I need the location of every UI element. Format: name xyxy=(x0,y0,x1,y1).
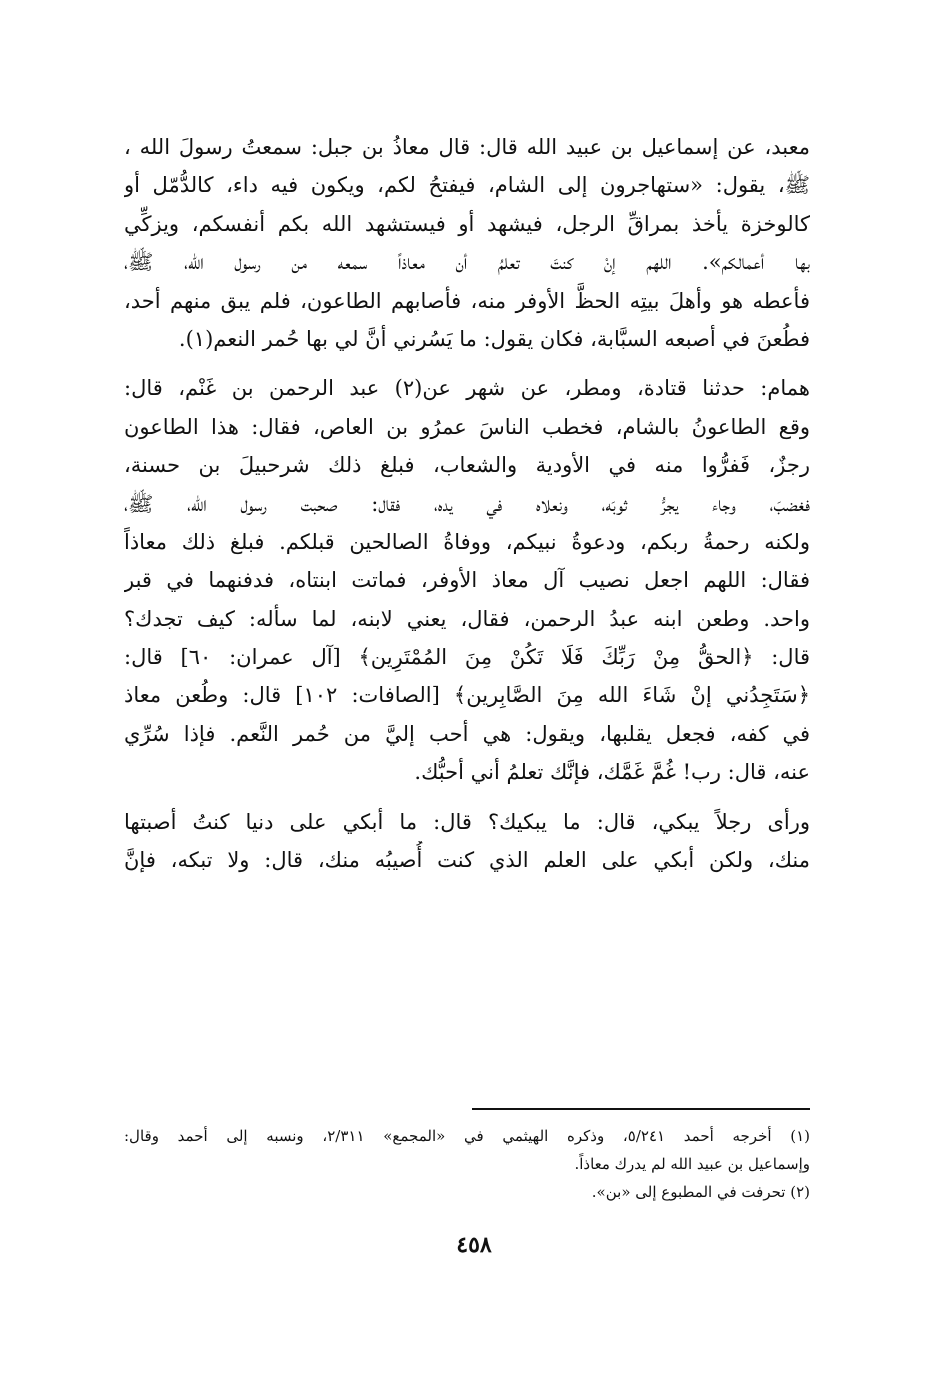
text-line: بها أعمالكم». اللهم إنْ كنتَ تعلمُ أن معاذاً سمعه من رسول الله، ﷺ، xyxy=(124,250,810,275)
text-line: منك، ولكن أبكي على العلم الذي كنت أُصيبُه منك، قال: ولا تبكه، فإنَّ xyxy=(124,848,810,873)
text-line: ولكنه رحمةُ ربكم، ودعوةُ نبيكم، ووفاةُ الصالحين قبلكم. فبلغ ذلك معاذاً xyxy=(124,529,810,554)
text-line: همام: حدثنا قتادة، ومطر، عن شهر عن(٢) عبد الرحمن بن غَنْم، قال: xyxy=(124,376,810,401)
page-number: ٤٥٨ xyxy=(456,1232,492,1258)
footnote-line: (١) أخرجه أحمد ٥/٢٤١، وذكره الهيثمي في «المجمع» ٢/٣١١، ونسبه إلى أحمد وقال: xyxy=(124,1127,810,1145)
paragraph-1 xyxy=(124,128,810,358)
text-line: في كفه، فجعل يقلبها، ويقول: هي أحب إليَّ من حُمر النَّعم. فإذا سُرِّي xyxy=(124,721,810,746)
text-line: رجزٌ، فَفرُّوا منه في الأودية والشعاب، فبلغ ذلك شرحبيلَ بن حسنة، xyxy=(124,453,810,478)
text-line: ﷺ، يقول: «ستهاجرون إلى الشام، فيفتحُ لكم، ويكون فيه داء، كالدُّمّل أو xyxy=(124,173,810,198)
text-line: ورأى رجلاً يبكي، قال: ما يبكيك؟ قال: ما أبكي على دنيا كنتُ أصبتها xyxy=(124,809,810,834)
text-line: معبد، عن إسماعيل بن عبيد الله قال: قال معاذُ بن جبل: سمعتُ رسولَ الله ، xyxy=(124,135,810,159)
text-line: فطُعنَ في أصبعه السبَّابة، فكان يقول: ما يَسُرني أنَّ لي بها حُمر النعم(١). xyxy=(178,326,810,351)
text-line: قال: ﴿الحقُّ مِنْ رَبِّكَ فَلَا تَكُنْ مِنَ المُمْتَرِين﴾ [آل عمران: ٦٠] قال: xyxy=(124,645,810,670)
text-line: وقع الطاعونُ بالشام، فخطب الناسَ عمرُو بن العاص، فقال: هذا الطاعون xyxy=(124,414,810,439)
text-line: فقال: اللهم اجعل نصيب آل معاذ الأوفر، فماتت ابنتاه، فدفنهما في قبر xyxy=(124,568,810,593)
footnote-divider xyxy=(472,1108,810,1110)
footnotes xyxy=(124,1122,810,1206)
footnote-line: وإسماعيل بن عبيد الله لم يدرك معاذاً. xyxy=(574,1155,810,1173)
paragraph-2 xyxy=(124,369,810,791)
text-line: فغضبَ، وجاء يجرُّ ثوبَه، ونعلاه في يده، فقال: صحبت رسول الله، ﷺ، xyxy=(124,491,810,516)
text-line: فأعطه هو وأهلَ بيتِه الحظَّ الأوفر منه، فأصابهم الطاعون، فلم يبق منهم أحد، xyxy=(124,288,810,313)
text-line: واحد. وطعن ابنه عبدُ الرحمن، فقال، يعني لابنه، لما سأله: كيف تجدك؟ xyxy=(124,606,810,631)
paragraph-3 xyxy=(124,803,810,880)
text-line: كالوخزة يأخذ بمراقِّ الرجل، فيشهد أو فيستشهد الله بكم أنفسكم، ويزكِّي xyxy=(124,211,810,236)
main-text xyxy=(124,128,810,879)
paragraph-gap xyxy=(124,792,810,803)
text-line: ﴿سَتَجِدُني إنْ شَاءَ الله مِنَ الصَّابِرين﴾ [الصافات: ١٠٢] قال: وطُعن معاذ xyxy=(124,683,810,708)
paragraph-gap xyxy=(124,358,810,369)
text-line: عنه، قال: رب! غُمَّ غَمَّك، فإنَّك تعلمُ أني أحبُّك. xyxy=(414,760,810,785)
footnote-line: (٢) تحرفت في المطبوع إلى «بن». xyxy=(591,1183,810,1201)
